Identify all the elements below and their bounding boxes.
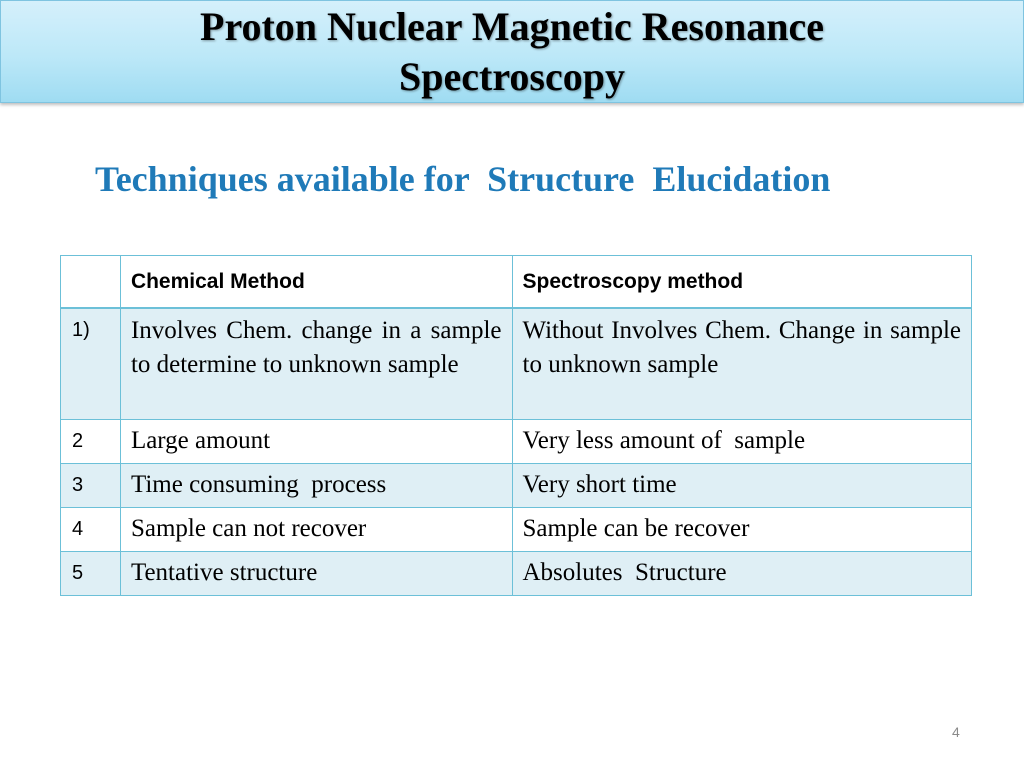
- row-number: 5: [61, 551, 121, 595]
- page-number: 4: [952, 724, 960, 740]
- chemical-method-cell: Sample can not recover: [120, 507, 512, 551]
- header-number-cell: [61, 256, 121, 309]
- slide-title-line-1: Proton Nuclear Magnetic Resonance: [200, 4, 824, 49]
- row-number: 1): [61, 308, 121, 419]
- row-number: 4: [61, 507, 121, 551]
- comparison-table: [60, 255, 972, 596]
- header-chemical-method: Chemical Method: [120, 256, 512, 309]
- table-row: [61, 463, 972, 507]
- table-row: [61, 551, 972, 595]
- row-number: 2: [61, 419, 121, 463]
- slide-subtitle: Techniques available for Structure Elucidation: [95, 159, 831, 199]
- slide-title-line-2: Spectroscopy: [399, 54, 625, 99]
- spectroscopy-method-cell: Very short time: [512, 463, 972, 507]
- header-spectroscopy-method: Spectroscopy method: [512, 256, 972, 309]
- table-row: [61, 507, 972, 551]
- spectroscopy-method-cell: Very less amount of sample: [512, 419, 972, 463]
- chemical-method-cell: Tentative structure: [120, 551, 512, 595]
- title-banner: [0, 0, 1024, 103]
- slide-title: [1, 1, 1023, 102]
- chemical-method-cell: Large amount: [120, 419, 512, 463]
- table-row: [61, 308, 972, 419]
- spectroscopy-method-cell: Absolutes Structure: [512, 551, 972, 595]
- table-row: [61, 419, 972, 463]
- row-number: 3: [61, 463, 121, 507]
- chemical-method-cell: Time consuming process: [120, 463, 512, 507]
- table-header-row: [61, 256, 972, 309]
- spectroscopy-method-cell: Without Involves Chem. Change in sample to unknown sample: [512, 308, 972, 419]
- spectroscopy-method-cell: Sample can be recover: [512, 507, 972, 551]
- chemical-method-cell: Involves Chem. change in a sample to determine to unknown sample: [120, 308, 512, 419]
